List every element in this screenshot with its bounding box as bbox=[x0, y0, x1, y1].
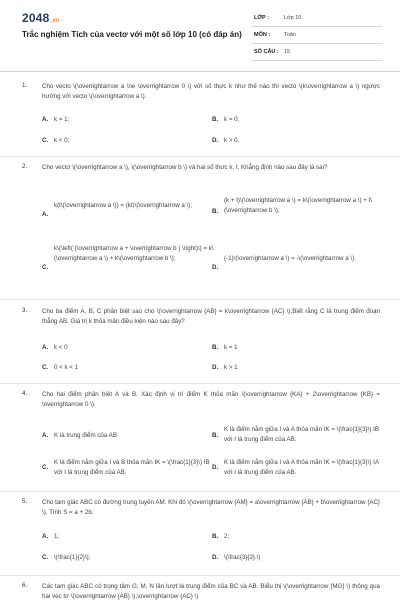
question-text: Cho vecto \(\overrightarrow a \ne \overrightarrow 0 \) với số thực k như thế nào thì vecto \(k\overrightarrow a \) ngược hướng với vecto \(\overrightarrow a \). bbox=[42, 83, 380, 100]
question-number: 2. bbox=[22, 163, 28, 170]
option-text: k < 0 bbox=[54, 344, 68, 351]
meta-value: 15 bbox=[284, 49, 291, 55]
option-text: K là trung điểm của AB bbox=[54, 432, 117, 439]
option-letter: D. bbox=[212, 464, 219, 471]
question-divider bbox=[0, 491, 400, 492]
question-text: Các tam giác ABC có trọng tâm G; M, N lần lượt là trung điểm của BC và AB. Biểu thị \(\overrightarrow {MG} \) thông qua hai vec tơ \(\overrightarrow {AB} \),\overrightarrow {AC} \) bbox=[42, 583, 380, 600]
question-number: 4. bbox=[22, 390, 28, 397]
option-letter: B. bbox=[212, 344, 219, 351]
option-letter: B. bbox=[212, 533, 219, 540]
option-letter: C. bbox=[42, 554, 49, 561]
meta-key: LỚP : bbox=[254, 15, 269, 21]
option-text: 0 < k < 1 bbox=[54, 364, 79, 371]
option-letter: C. bbox=[42, 464, 49, 471]
meta-value: Lớp 10 bbox=[284, 15, 302, 21]
option-letter: B. bbox=[212, 432, 219, 439]
option-letter: D. bbox=[212, 554, 219, 561]
option-letter: B. bbox=[212, 116, 219, 123]
option-letter: D. bbox=[212, 264, 219, 271]
option-text: 1; bbox=[54, 533, 60, 540]
question-2 bbox=[0, 163, 400, 291]
question-divider bbox=[0, 299, 400, 300]
option-text: K là điểm nằm giữa I và A thỏa mãn IK = \(\frac{1}{3}\) IB với I là trung điểm của AB. bbox=[224, 426, 379, 443]
worksheet-meta bbox=[252, 14, 382, 65]
worksheet-header bbox=[0, 0, 400, 68]
option-text: (-1)\(\overrightarrow a \) = -\(\overrightarrow a \). bbox=[224, 255, 356, 262]
meta-key: SỐ CÂU : bbox=[254, 49, 279, 55]
question-6 bbox=[0, 582, 400, 600]
option-text: k = 0; bbox=[224, 116, 240, 123]
site-logo[interactable] bbox=[22, 11, 60, 25]
question-text: Cho ba điểm A, B, C phân biệt sao cho \(\overrightarrow {AB} = k\overrightarrow {AC} \).Biết rằng C là trung điểm đoạn thẳng AB. Giá trị k thỏa mãn điều kiện nào sau đây? bbox=[42, 308, 380, 325]
question-number: 6. bbox=[22, 582, 28, 589]
question-text: Cho tam giác ABC có đường trung tuyến AM. Khi đó \(\overrightarrow {AM} = a\overrightarrow {AB} + b\overrightarrow {AC} \). Tính S = a + 2b. bbox=[42, 499, 380, 516]
option-text: k > 1 bbox=[224, 364, 238, 371]
option-text: (k + t)\(\overrightarrow a \) = k\(\overrightarrow a \) + t\(\overrightarrow b \); bbox=[224, 197, 373, 214]
option-text: k > 0. bbox=[224, 137, 240, 144]
option-text: \(\frac{3}{2}.\) bbox=[224, 554, 261, 561]
logo-text: 2048 bbox=[22, 11, 50, 25]
meta-value: Toán bbox=[284, 32, 296, 38]
option-text: K là điểm nằm giữa I và A thỏa mãn IK = \(\frac{1}{3}\) IA với I là trung điểm của AB. bbox=[224, 459, 379, 476]
option-letter: D. bbox=[212, 364, 219, 371]
meta-row-count bbox=[252, 48, 382, 61]
option-letter: B. bbox=[212, 208, 219, 215]
question-number: 3. bbox=[22, 307, 28, 314]
option-text: \(\frac{1}{2}\); bbox=[54, 554, 91, 561]
option-text: 2; bbox=[224, 533, 230, 540]
question-text: Cho vectơ \(\overrightarrow a \), \(\overrightarrow b \) và hai số thực k, t. Khẳng định nào sau đây là sai? bbox=[42, 164, 328, 171]
option-text: k\(\left( {\overrightarrow a + \overrightarrow b } \right)\) = k\(\overrightarrow a \) + k\(\overrightarrow b \); bbox=[54, 245, 214, 262]
option-letter: A. bbox=[42, 533, 49, 540]
question-text: Cho hai điểm phân biệt A và B. Xác định vị trí điểm K thỏa mãn \(\overrightarrow {KA} + 2\overrightarrow {KB} = \overrightarrow 0 \). bbox=[42, 391, 380, 408]
question-divider bbox=[0, 383, 400, 384]
option-text: k(t\(\overrightarrow a \)) = (kt)\(\overrightarrow a \); bbox=[54, 202, 193, 209]
option-letter: A. bbox=[42, 116, 49, 123]
question-1 bbox=[0, 82, 400, 150]
question-divider bbox=[0, 156, 400, 157]
option-text: k = 1; bbox=[54, 116, 70, 123]
option-letter: C. bbox=[42, 137, 49, 144]
option-letter: C. bbox=[42, 264, 49, 271]
meta-key: MÔN : bbox=[254, 32, 271, 38]
question-4 bbox=[0, 390, 400, 485]
option-letter: A. bbox=[42, 211, 49, 218]
option-letter: D. bbox=[212, 137, 219, 144]
option-letter: A. bbox=[42, 344, 49, 351]
header-divider bbox=[0, 71, 400, 72]
question-number: 5. bbox=[22, 498, 28, 505]
page-title: Trắc nghiệm Tích của vectơ với một số lớp 10 (có đáp án) bbox=[22, 30, 242, 39]
question-3 bbox=[0, 307, 400, 377]
option-text: k < 0; bbox=[54, 137, 70, 144]
logo-suffix: .vn bbox=[50, 18, 60, 24]
question-5 bbox=[0, 498, 400, 568]
meta-row-class bbox=[252, 14, 382, 27]
option-text: K là điểm nằm giữa I và B thỏa mãn IK = \(\frac{1}{3}\) IB với I là trung điểm của AB. bbox=[54, 459, 210, 476]
question-divider bbox=[0, 575, 400, 576]
question-number: 1. bbox=[22, 82, 28, 89]
option-letter: C. bbox=[42, 364, 49, 371]
option-letter: A. bbox=[42, 432, 49, 439]
meta-row-subject bbox=[252, 31, 382, 44]
option-text: k = 1 bbox=[224, 344, 238, 351]
